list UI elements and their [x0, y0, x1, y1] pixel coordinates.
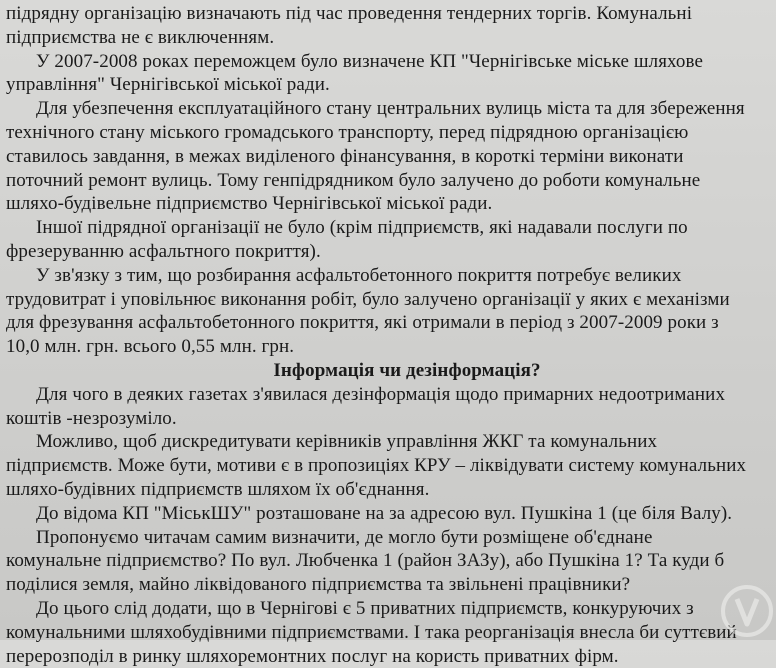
- section-heading: Інформація чи дезінформація?: [273, 359, 541, 381]
- text-line: коштів -незрозуміло.: [6, 407, 177, 429]
- text-line: У 2007-2008 роках переможцем було визначене КП "Чернігівське міське шляхове: [36, 50, 704, 72]
- text-line: Для чого в деяких газетах з'явилася дезінформація щодо примарних недоотриманих: [36, 383, 726, 405]
- text-line: шляхо-будівельне підприємство Чернігівської міської ради.: [6, 193, 493, 215]
- text-line: Іншої підрядної організації не було (крім підприємств, які надавали послуги по: [36, 217, 688, 239]
- text-line: шляхо-будівних підприємств шляхом їх об'єднання.: [6, 478, 430, 500]
- text-line: комунальними шляхобудівними підприємствами. І така реорганізація внесла би суттєвий: [6, 621, 737, 643]
- text-line: для фрезування асфальтобетонного покриття, які отримали в період з 2007-2009 роки з: [6, 312, 719, 334]
- text-line: технічного стану міського громадського транспорту, перед підрядною організацією: [6, 121, 689, 143]
- text-line: підрядну організацію визначають під час проведення тендерних торгів. Комунальні: [6, 3, 693, 24]
- text-line: трудовитрат і уповільнює виконання робіт, було залучено організації у яких є механізми: [6, 288, 730, 310]
- text-line: поділися земля, майно ліквідованого підприємства та звільнені працівники?: [6, 574, 631, 596]
- text-line: Для убезпечення експлуатаційного стану центральних вулиць міста та для збереження: [36, 98, 745, 120]
- text-line: підприємств. Може бути, мотиви є в пропозиціях КРУ – ліквідувати систему комунальних: [6, 455, 747, 477]
- text-line: фрезеруванню асфальтного покриття).: [6, 240, 321, 262]
- text-line: До відома КП "МіськШУ" розташоване на за адресою вул. Пушкіна 1 (це біля Валу).: [36, 502, 733, 524]
- text-line: У зв'язку з тим, що розбирання асфальтобетонного покриття потребує великих: [36, 264, 682, 286]
- text-line: комунальне підприємство? По вул. Любченка 1 (район ЗАЗу), або Пушкіна 1? Та куди б: [6, 550, 725, 572]
- text-line: ставилось завдання, в межах виділеного фінансування, в короткі терміни виконати: [6, 145, 684, 167]
- text-line: Можливо, щоб дискредитувати керівників управління ЖКГ та комунальних: [36, 431, 658, 453]
- text-line: підприємства не є виключенням.: [6, 26, 275, 48]
- watermark-logo-icon: [720, 584, 774, 638]
- text-line: поточний ремонт вулиць. Тому генпідрядником було залучено до роботи комунальне: [6, 169, 701, 191]
- text-line: управління" Чернігівської міської ради.: [6, 74, 330, 96]
- text-line: До цього слід додати, що в Чернігові є 5 приватних підприємств, конкуруючих з: [36, 597, 694, 619]
- text-line: перерозподіл в ринку шляхоремонтних послуг на користь приватних фірм.: [6, 645, 619, 667]
- text-line: 10,0 млн. грн. всього 0,55 млн. грн.: [6, 336, 295, 358]
- text-line: Пропонуємо читачам самим визначити, де могло бути розміщене об'єднане: [36, 526, 653, 548]
